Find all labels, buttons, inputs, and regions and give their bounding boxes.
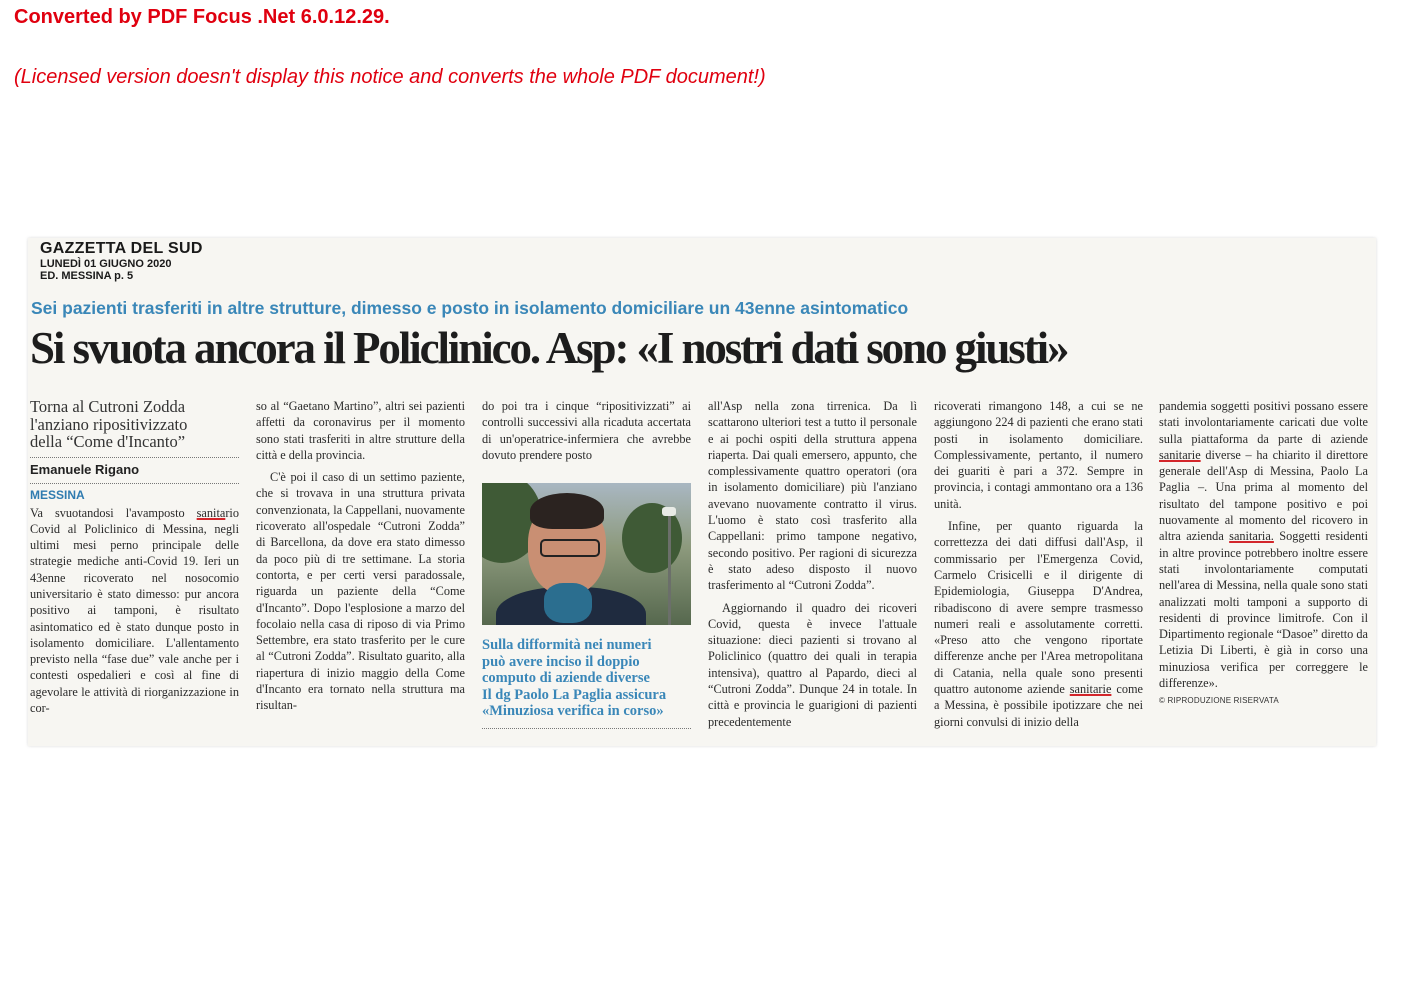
- conversion-notice: Converted by PDF Focus .Net 6.0.12.29.: [14, 6, 390, 28]
- body-paragraph: C'è poi il caso di un settimo paziente, che si trovava in una struttura privata convenzionata, la Cappellani, nuovamente ricoverato all'ospedale “Cutroni Zodda” di Barcellona, da dove era stato dimesso da poco più di tre settimane. La storia contorta, e per certi versi paradossale, riguarda un paziente della “Come d'Incanto”. Dopo l'esplosione a marzo del focolaio nella casa di riposo di via Primo Settembre, era stato trasferito per le cure al “Cutroni Zodda”. Risultato guarito, alla riapertura di inizio maggio della Come d'Incanto era tornato nella struttura ma risultan-: [256, 470, 465, 713]
- masthead: [40, 240, 203, 282]
- column-3: [482, 398, 691, 733]
- caption-line: Il dg Paolo La Paglia assicura: [482, 686, 667, 703]
- photo-scarf: [544, 583, 592, 623]
- caption-line: può avere inciso il doppio: [482, 653, 640, 670]
- subheadline-line: Torna al Cutroni Zodda: [30, 397, 186, 416]
- body-paragraph: Va svuotandosi l'avamposto sanitario Covid al Policlinico di Messina, negli ultimi mesi perno principale delle strategie mediche anti-Covid 19. Ieri un 43enne ricoverato nel nosocomio universitario è stato dimesso: pur ancora positivo ai tamponi, è risultato asintomatico ed è stato dunque posto in isolamento domiciliare. L'allentamento previsto nella “fase due” vale anche per i contesti ospedalieri e così al fine di agevolare le attività di riorganizzazione in cor-: [30, 505, 239, 716]
- license-notice: (Licensed version doesn't display this notice and converts the whole PDF document!): [14, 66, 766, 88]
- photo-glasses: [540, 539, 600, 557]
- body-paragraph: Aggiornando il quadro dei ricoveri Covid, questa è invece l'attuale situazione: dieci pazienti si trovano al Policlinico (quattro dei quali in terapia intensiva), quattro al Papardo, dieci al “Cutroni Zodda”. Dunque 24 in totale. In città e provincia le guarigioni di pazienti precedentemente: [708, 600, 917, 729]
- spellcheck-underline-word: sanitarie: [1159, 447, 1201, 462]
- column-6: [1159, 398, 1368, 705]
- article-headline: Si svuota ancora il Policlinico. Asp: «I nostri dati sono giusti»: [30, 323, 1068, 373]
- edition-page: ED. MESSINA p. 5: [40, 270, 134, 282]
- spellcheck-underline-word: sanita: [196, 505, 226, 520]
- divider: [30, 457, 239, 458]
- photo-caption: [482, 637, 691, 720]
- body-paragraph: ricoverati rimangono 148, a cui se ne aggiungono 224 di pazienti che erano stati posti in isolamento domiciliare. Complessivamente, pertanto, il numero dei guariti è pari a 372. Sempre in provincia, i contagi ammontano ora a 136 unità.: [934, 399, 1143, 511]
- photo-lamp: [662, 507, 676, 516]
- body-paragraph: Infine, per quanto riguarda la correttezza dei dati diffusi dall'Asp, il commissario per l'Emergenza Covid, Carmelo Crisicelli e il dirigente di Epidemiologia, Giuseppa D'Andrea, ribadiscono di avere sempre trasmesso numeri reali e assolutamente corretti. «Preso atto che vengono riportate differenze anche per l'Area metropolitana di Catania, nella quale sono presenti quattro autonome aziende sanitarie come a Messina, è possibile ipotizzare che nei giorni convulsi di inizio della: [934, 519, 1143, 729]
- subheadline-line: della “Come d'Incanto”: [30, 432, 186, 451]
- body-paragraph: pandemia soggetti positivi possano essere stati involontariamente caricati due volte sulla piattaforma da parte di aziende sanitarie diverse – ha chiarito il direttore generale dell'Asp di Messina, Paolo La Paglia –. Una prima al momento del risultato del tampone positivo e poi nuovamente al momento del ricovero in altra azienda sanitaria. Soggetti residenti in altre province potrebbero inoltre essere stati involontariamente computati nell'area di Messina, nella quale sono stati analizzati molti tamponi a supporto di residenti di province limitrofe. Con il Dipartimento regionale “Dasoe” diretto da Letizia Di Liberti, è già in corso una minuziosa verifica per correggere le differenze».: [1159, 399, 1368, 691]
- body-paragraph: all'Asp nella zona tirrenica. Da lì scattarono ulteriori test a tutto il personale e ai pochi ospiti della struttura appena riaperta. Dai quali emersero, appunto, che complessivamente quattro operatori (ora in isolamento domiciliare) più l'anziano avevano nuovamente contratto il virus. L'uomo è stato così trasferito alla Cappellani: primo tampone negativo, secondo positivo. Per ragioni di sicurezza è stato adeso disposto il nuovo trasferimento al “Cutroni Zodda”.: [708, 399, 917, 593]
- copyright-notice: © RIPRODUZIONE RISERVATA: [1159, 696, 1279, 706]
- caption-line: Sulla difformità nei numeri: [482, 637, 652, 654]
- author-byline: Emanuele Rigano: [30, 461, 140, 477]
- column-4: [708, 398, 917, 730]
- article-kicker: Sei pazienti trasferiti in altre strutture, dimesso e posto in isolamento domiciliare un 43enne asintomatico: [31, 298, 909, 318]
- subheadline: [30, 398, 239, 451]
- newspaper-clipping: [28, 238, 1376, 746]
- subheadline-line: l'anziano ripositivizzato: [30, 414, 188, 434]
- newspaper-name: GAZZETTA DEL SUD: [40, 240, 203, 257]
- dateline-city: MESSINA: [30, 487, 85, 502]
- divider: [30, 483, 239, 484]
- caption-line: «Minuziosa verifica in corso»: [482, 703, 664, 720]
- spellcheck-underline-word: sanitarie: [1069, 682, 1112, 697]
- caption-line: computo di aziende diverse: [482, 670, 650, 687]
- portrait-photo: [482, 483, 691, 625]
- column-2: [256, 398, 465, 714]
- issue-date: LUNEDÌ 01 GIUGNO 2020: [40, 258, 172, 270]
- spellcheck-underline-word: sanitaria.: [1229, 529, 1274, 544]
- photo-lamppost: [668, 513, 671, 625]
- body-paragraph: do poi tra i cinque “ripositivizzati” ai controlli successivi alla ricaduta accertata di un'operatrice-infermiera che avrebbe dovuto prendere posto: [482, 399, 691, 462]
- column-1: [30, 398, 239, 716]
- body-paragraph: so al “Gaetano Martino”, altri sei pazienti affetti da coronavirus per il momento sono stati trasferiti in altre strutture della città e della provincia.: [256, 399, 465, 462]
- column-5: [934, 398, 1143, 730]
- photo-hair: [530, 493, 604, 529]
- divider: [482, 728, 691, 729]
